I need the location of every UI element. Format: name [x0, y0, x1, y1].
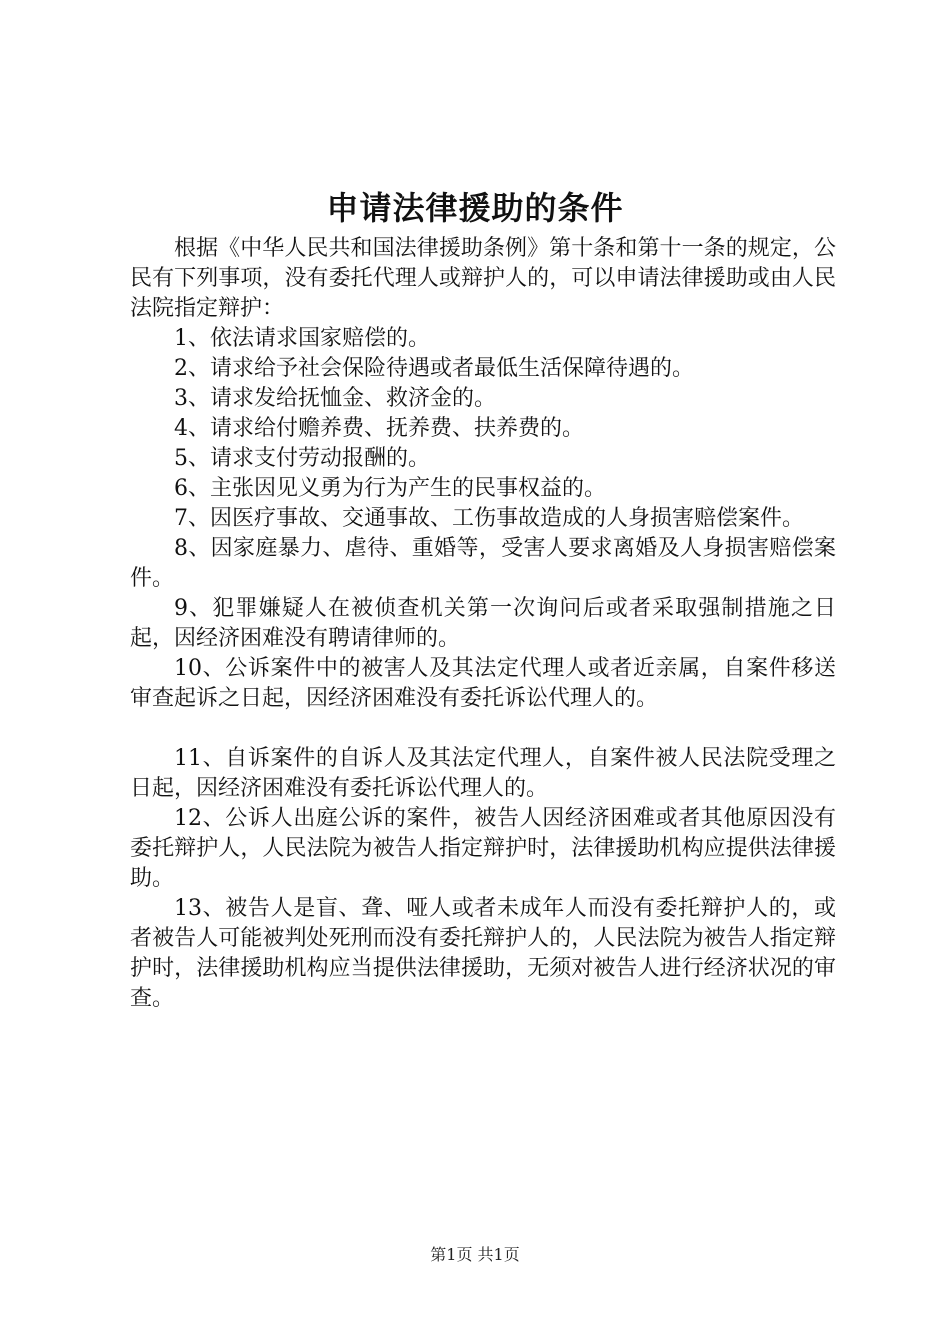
list-item: 1、依法请求国家赔偿的。: [174, 326, 430, 351]
document-title: 申请法律援助的条件: [326, 189, 624, 227]
list-item: 5、请求支付劳动报酬的。: [174, 446, 430, 471]
paragraph-gap: [130, 714, 836, 744]
list-item: 9、犯罪嫌疑人在被侦查机关第一次询问后或者采取强制措施之日起，因经济困难没有聘请律师的。: [130, 596, 836, 651]
list-item: 11、自诉案件的自诉人及其法定代理人，自案件被人民法院受理之日起，因经济困难没有委托诉讼代理人的。: [130, 746, 836, 801]
list-item: 12、公诉人出庭公诉的案件，被告人因经济困难或者其他原因没有委托辩护人，人民法院为被告人指定辩护时，法律援助机构应提供法律援助。: [130, 806, 836, 891]
page-footer: 第1页 共1页: [430, 1245, 520, 1264]
list-item: 2、请求给予社会保险待遇或者最低生活保障待遇的。: [174, 356, 694, 381]
list-item: 8、因家庭暴力、虐待、重婚等，受害人要求离婚及人身损害赔偿案件。: [130, 536, 836, 591]
list-item: 3、请求发给抚恤金、救济金的。: [174, 386, 496, 411]
list-item: 6、主张因见义勇为行为产生的民事权益的。: [174, 476, 606, 501]
list-item: 7、因医疗事故、交通事故、工伤事故造成的人身损害赔偿案件。: [174, 506, 804, 531]
list-item: 13、被告人是盲、聋、哑人或者未成年人而没有委托辩护人的，或者被告人可能被判处死刑而没有委托辩护人的，人民法院为被告人指定辩护时，法律援助机构应当提供法律援助，无须对被告人进行经济状况的审查。: [130, 896, 836, 1011]
list-item: 4、请求给付赡养费、抚养费、扶养费的。: [174, 416, 584, 441]
document-body: [130, 234, 836, 1014]
intro-paragraph: 根据《中华人民共和国法律援助条例》第十条和第十一条的规定，公民有下列事项，没有委托代理人或辩护人的，可以申请法律援助或由人民法院指定辩护：: [130, 236, 836, 321]
list-item: 10、公诉案件中的被害人及其法定代理人或者近亲属，自案件移送审查起诉之日起，因经济困难没有委托诉讼代理人的。: [130, 656, 836, 711]
